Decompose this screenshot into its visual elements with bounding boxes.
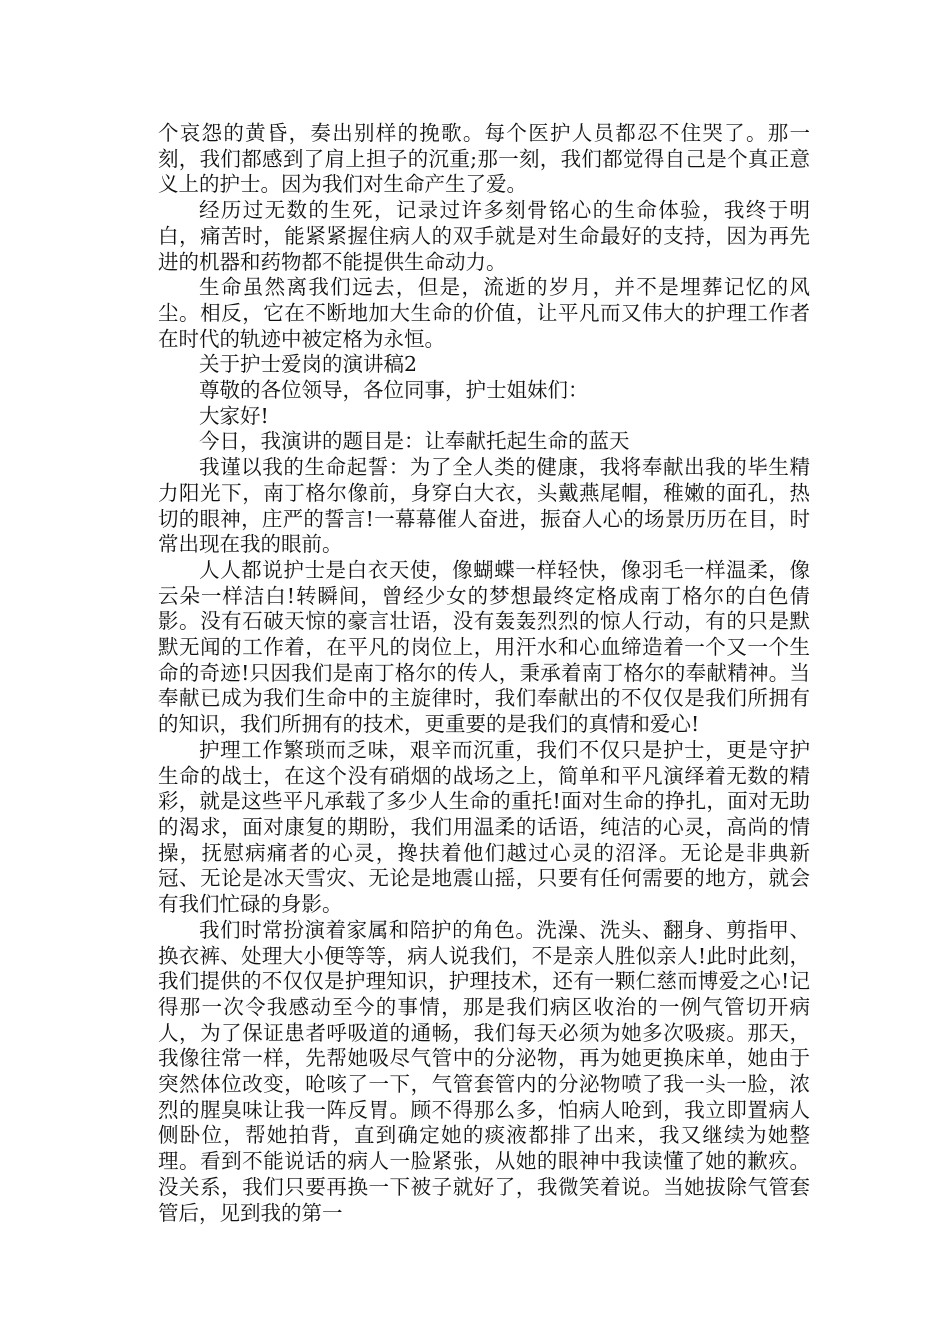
topic-line: 今日，我演讲的题目是：让奉献托起生命的蓝天 <box>199 429 630 454</box>
paragraph-work: 护理工作繁琐而乏味，艰辛而沉重，我们不仅只是护士，更是守护生命的战士，在这个没有硝烟的战场之上，简单和平凡演绎着无数的精彩，就是这些平凡承载了多少人生命的重托!面对生命的挣扎，面对无助的渴求，面对康复的期盼，我们用温柔的话语，纯洁的心灵，高尚的情操，抚慰病痛者的心灵，搀扶着他们越过心灵的沼泽。无论是非典新冠、无论是冰天雪灾、无论是地震山摇，只要有任何需要的地方，就会有我们忙碌的身影。 <box>158 737 810 917</box>
paragraph-3: 生命虽然离我们远去，但是，流逝的岁月，并不是埋葬记忆的风尘。相反，它在不断地加大生命的价值，让平凡而又伟大的护理工作者在时代的轨迹中被定格为永恒。 <box>158 275 810 351</box>
paragraph-story: 我们时常扮演着家属和陪护的角色。洗澡、洗头、翻身、剪指甲、换衣裤、处理大小便等等，病人说我们，不是亲人胜似亲人!此时此刻，我们提供的不仅仅是护理知识，护理技术，还有一颗仁慈而博爱之心!记得那一次令我感动至今的事情，那是我们病区收治的一例气管切开病人，为了保证患者呼吸道的通畅，我们每天必须为她多次吸痰。那天，我像往常一样，先帮她吸尽气管中的分泌物，再为她更换床单，她由于突然体位改变，呛咳了一下，气管套管内的分泌物喷了我一头一脸，浓烈的腥臭味让我一阵反胃。顾不得那么多，怕病人呛到，我立即置病人侧卧位，帮她拍背，直到确定她的痰液都排了出来，我又继续为她整理。看到不能说话的病人一脸紧张，从她的眼神中我读懂了她的歉疚。没关系，我们只要再换一下被子就好了，我微笑着说。当她拔除气管套管后，见到我的第一 <box>158 917 810 1225</box>
paragraph-1: 个哀怨的黄昏，奏出别样的挽歌。每个医护人员都忍不住哭了。那一刻，我们都感到了肩上担子的沉重;那一刻，我们都觉得自己是个真正意义上的护士。因为我们对生命产生了爱。 <box>158 121 810 197</box>
paragraph-oath: 我谨以我的生命起誓：为了全人类的健康，我将奉献出我的毕生精力阳光下，南丁格尔像前，身穿白大衣，头戴燕尾帽，稚嫩的面孔，热切的眼神，庄严的誓言!一幕幕催人奋进，振奋人心的场景历历在目，时常出现在我的眼前。 <box>158 455 810 557</box>
salutation: 尊敬的各位领导，各位同事，护士姐妹们： <box>199 378 589 403</box>
paragraph-2: 经历过无数的生死，记录过许多刻骨铭心的生命体验，我终于明白，痛苦时，能紧紧握住病人的双手就是对生命最好的支持，因为再先进的机器和药物都不能提供生命动力。 <box>158 198 810 274</box>
paragraph-angel: 人人都说护士是白衣天使，像蝴蝶一样轻快，像羽毛一样温柔，像云朵一样洁白!转瞬间，曾经少女的梦想最终定格成南丁格尔的白色倩影。没有石破天惊的豪言壮语，没有轰轰烈烈的惊人行动，有的只是默默无闻的工作着，在平凡的岗位上，用汗水和心血缔造着一个又一个生命的奇迹!只因我们是南丁格尔的传人，秉承着南丁格尔的奉献精神。当奉献已成为我们生命中的主旋律时，我们奉献出的不仅仅是我们所拥有的知识，我们所拥有的技术，更重要的是我们的真情和爱心! <box>158 557 810 737</box>
greeting: 大家好! <box>199 403 269 428</box>
document-body <box>158 121 810 1226</box>
speech-title: 关于护士爱岗的演讲稿2 <box>199 352 418 377</box>
